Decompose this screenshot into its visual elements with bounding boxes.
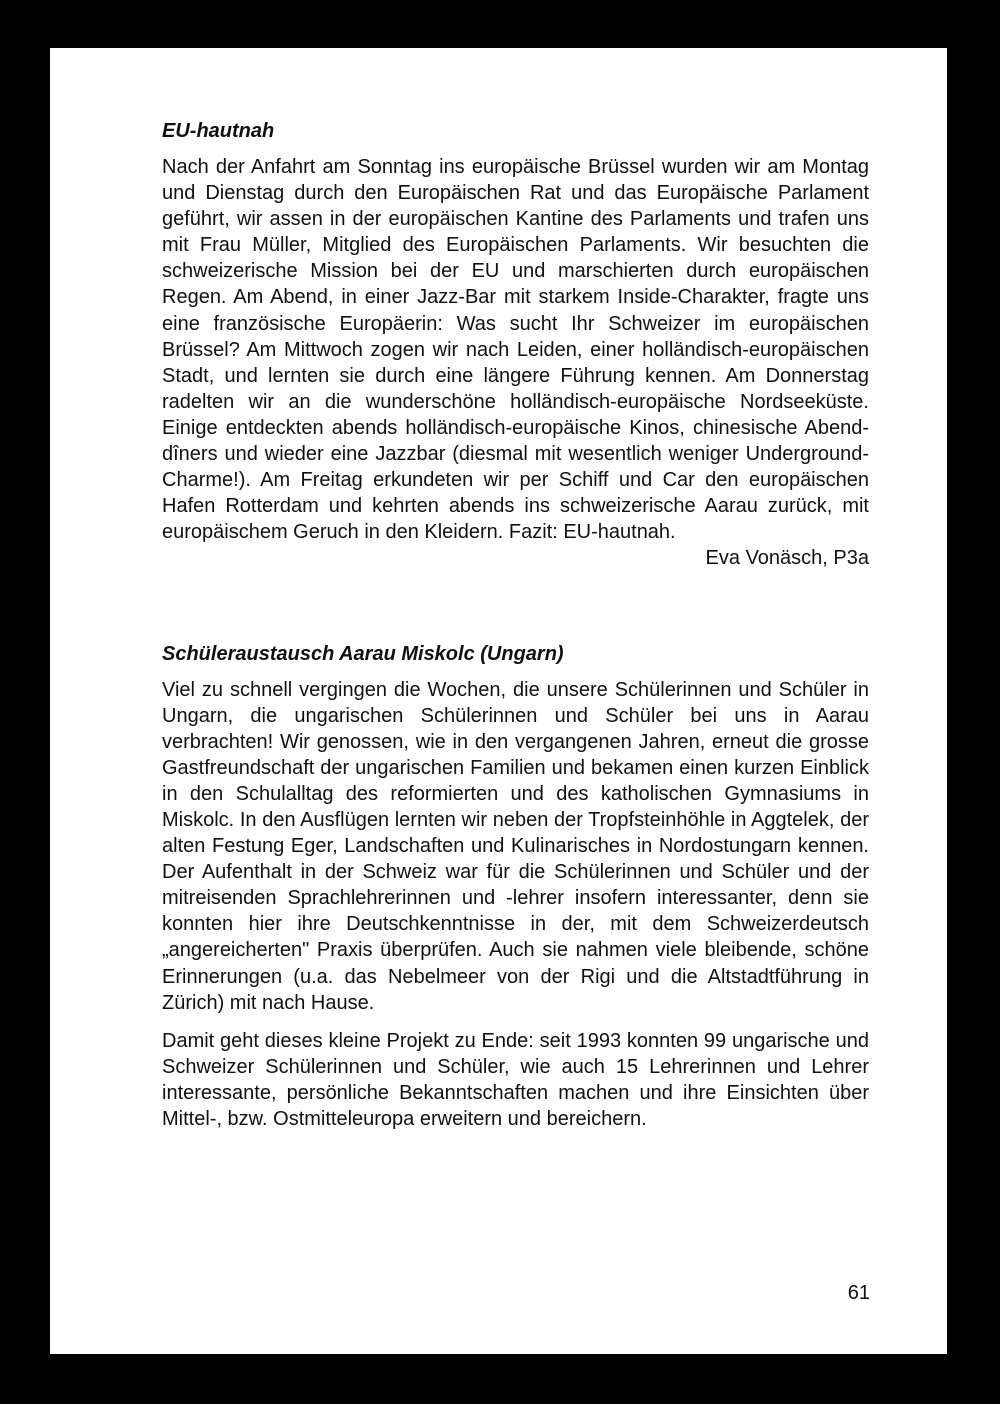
section-title: EU-hautnah	[162, 120, 275, 142]
section-schueleraustausch	[162, 641, 869, 1133]
section-title: Schüleraustausch Aarau Miskolc (Ungarn)	[162, 642, 564, 665]
author-signature: Eva Vonäsch, P3a	[705, 547, 869, 570]
section-eu-hautnah	[162, 118, 869, 572]
body-paragraph: Viel zu schnell vergingen die Wochen, die unsere Schülerinnen und Schüler in Ungarn, die ungarischen Schülerinnen und Schüler bei uns in Aarau verbrachten! Wir genossen, wie in den vergangenen Jahren, erneut die grosse Gastfreundschaft der ungarischen Familien und bekamen einen kurzen Einblick in den Schulalltag des reformierten und des katholischen Gymnasiums in Miskolc. In den Ausflügen lernten wir neben der Tropfsteinhöhle in Aggtelek, der alten Festung Eger, Landschaften und Kulinarisches in Nordostungarn kennen. Der Aufenthalt in der Schweiz war für die Schülerinnen und Schüler und der mitreisenden Sprachlehrerinnen und -lehrer insofern interessanter, denn sie konnten hier ihre Deutschkenntnisse in der, mit dem Schweizerdeutsch „angereicherten" Praxis überprüfen. Auch sie nahmen viele bleibende, schöne Erinnerungen (u.a. das Nebelmeer von der Rigi und die Altstadtführung in Zürich) mit nach Hause.	[162, 678, 869, 1014]
page-content	[162, 118, 869, 1132]
body-paragraph: Damit geht dieses kleine Projekt zu Ende: seit 1993 konnten 99 ungarische und Schweizer Schülerinnen und Schüler, wie auch 15 Lehrerinnen und Lehrer interessante, persönliche Bekanntschaften machen und ihre Einsichten über Mittel-, bzw. Ostmitteleuropa erweitern und bereichern.	[162, 1029, 869, 1130]
body-paragraph: Nach der Anfahrt am Sonntag ins europäische Brüssel wurden wir am Montag und Dienstag durch den Europäischen Rat und das Europäische Parlament geführt, wir assen in der europäischen Kantine des Parlaments und trafen uns mit Frau Müller, Mitglied des Europäischen Parlaments. Wir besuchten die schweizerische Mission bei der EU und marschierten durch europäischen Regen. Am Abend, in einer Jazz-Bar mit starkem Inside-Charakter, fragte uns eine französische Europäerin: Was sucht Ihr Schweizer im europäischen Brüssel? Am Mittwoch zogen wir nach Leiden, einer holländisch-europäischen Stadt, und lernten sie durch eine längere Führung kennen. Am Donnerstag radelten wir an die wunderschöne holländisch-europäische Nordseeküste. Einige entdeckten abends holländisch-europäische Kinos, chinesische Abenddîners und wieder eine Jazzbar (diesmal mit wesentlich weniger Underground-Charme!). Am Freitag erkundeten wir per Schiff und Car den europäischen Hafen Rotterdam und kehrten abends ins schweizerische Aarau zurück, mit europäischem Geruch in den Kleidern. Fazit: EU-hautnah.	[162, 156, 869, 544]
page-number: 61	[847, 1282, 870, 1304]
document-page	[50, 48, 947, 1354]
